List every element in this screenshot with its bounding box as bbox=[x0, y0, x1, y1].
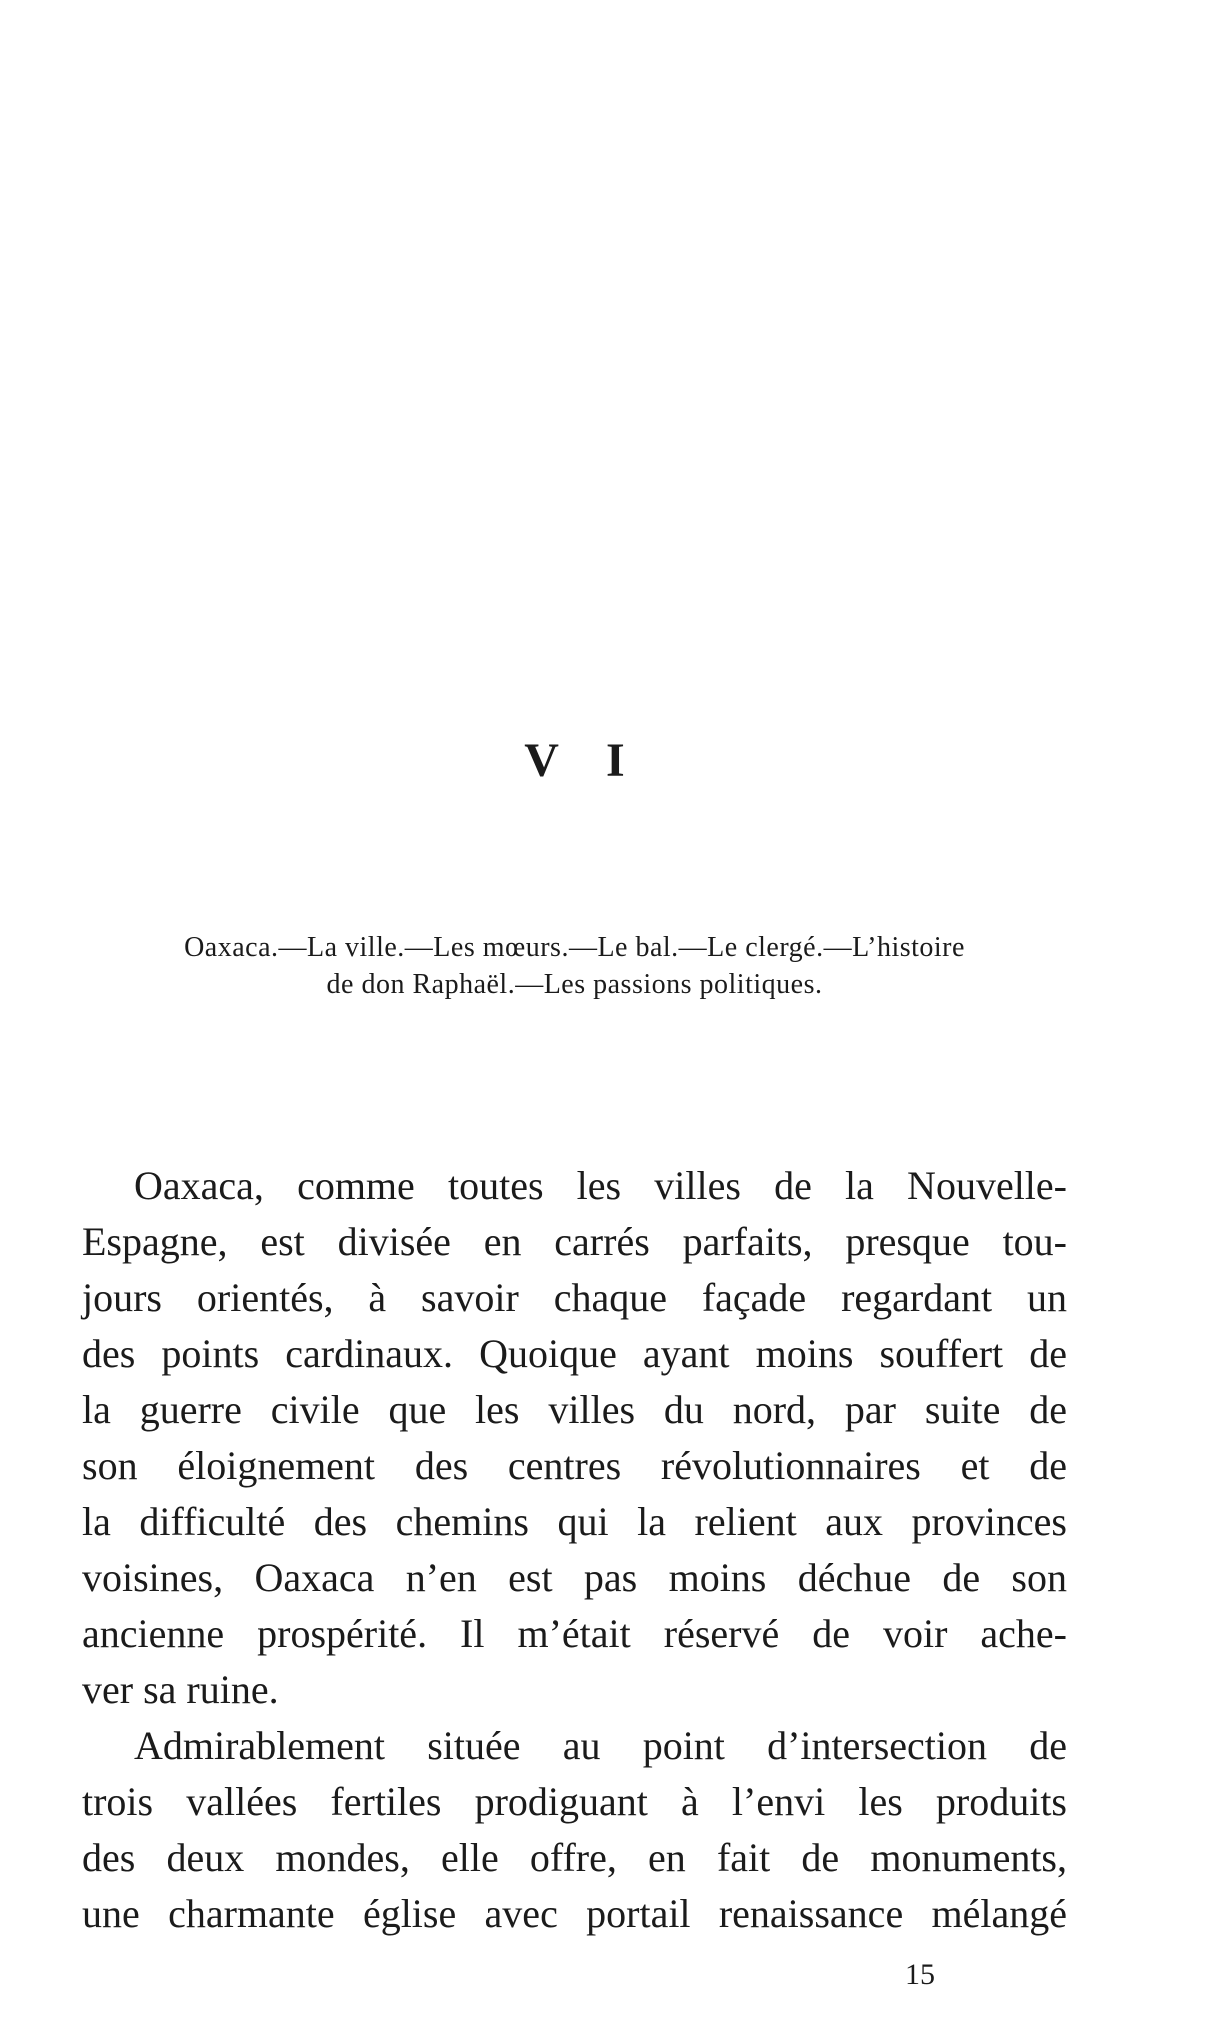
text-line: ancienne prospérité. Il m’était réservé de voir ache- bbox=[82, 1611, 1067, 1656]
chapter-summary-line: de don Raphaël.—Les passions politiques. bbox=[326, 969, 823, 1000]
text-line: Espagne, est divisée en carrés parfaits, presque tou- bbox=[82, 1219, 1067, 1264]
text-line: trois vallées fertiles prodiguant à l’envi les produits bbox=[82, 1779, 1067, 1824]
text-line: des deux mondes, elle offre, en fait de monuments, bbox=[82, 1835, 1067, 1880]
paragraph bbox=[82, 1718, 1067, 1942]
body-text bbox=[82, 1158, 1067, 1942]
text-line: voisines, Oaxaca n’en est pas moins déchue de son bbox=[82, 1555, 1067, 1600]
text-line: une charmante église avec portail renaissance mélangé bbox=[82, 1891, 1067, 1936]
text-line: la guerre civile que les villes du nord, par suite de bbox=[82, 1387, 1067, 1432]
text-line: des points cardinaux. Quoique ayant moins souffert de bbox=[82, 1331, 1067, 1376]
chapter-summary-line: Oaxaca.—La ville.—Les mœurs.—Le bal.—Le clergé.—L’histoire bbox=[184, 932, 965, 963]
text-line: la difficulté des chemins qui la relient aux provinces bbox=[82, 1499, 1067, 1544]
text-line: jours orientés, à savoir chaque façade regardant un bbox=[82, 1275, 1067, 1320]
text-line: Oaxaca, comme toutes les villes de la Nouvelle- bbox=[134, 1163, 1067, 1208]
page-number: 15 bbox=[905, 1958, 935, 1991]
chapter-heading: V I bbox=[524, 734, 643, 787]
chapter-summary bbox=[112, 929, 1037, 1003]
text-line: son éloignement des centres révolutionnaires et de bbox=[82, 1443, 1067, 1488]
text-line: Admirablement située au point d’intersection de bbox=[134, 1723, 1067, 1768]
text-line: ver sa ruine. bbox=[82, 1667, 279, 1712]
paragraph bbox=[82, 1158, 1067, 1718]
